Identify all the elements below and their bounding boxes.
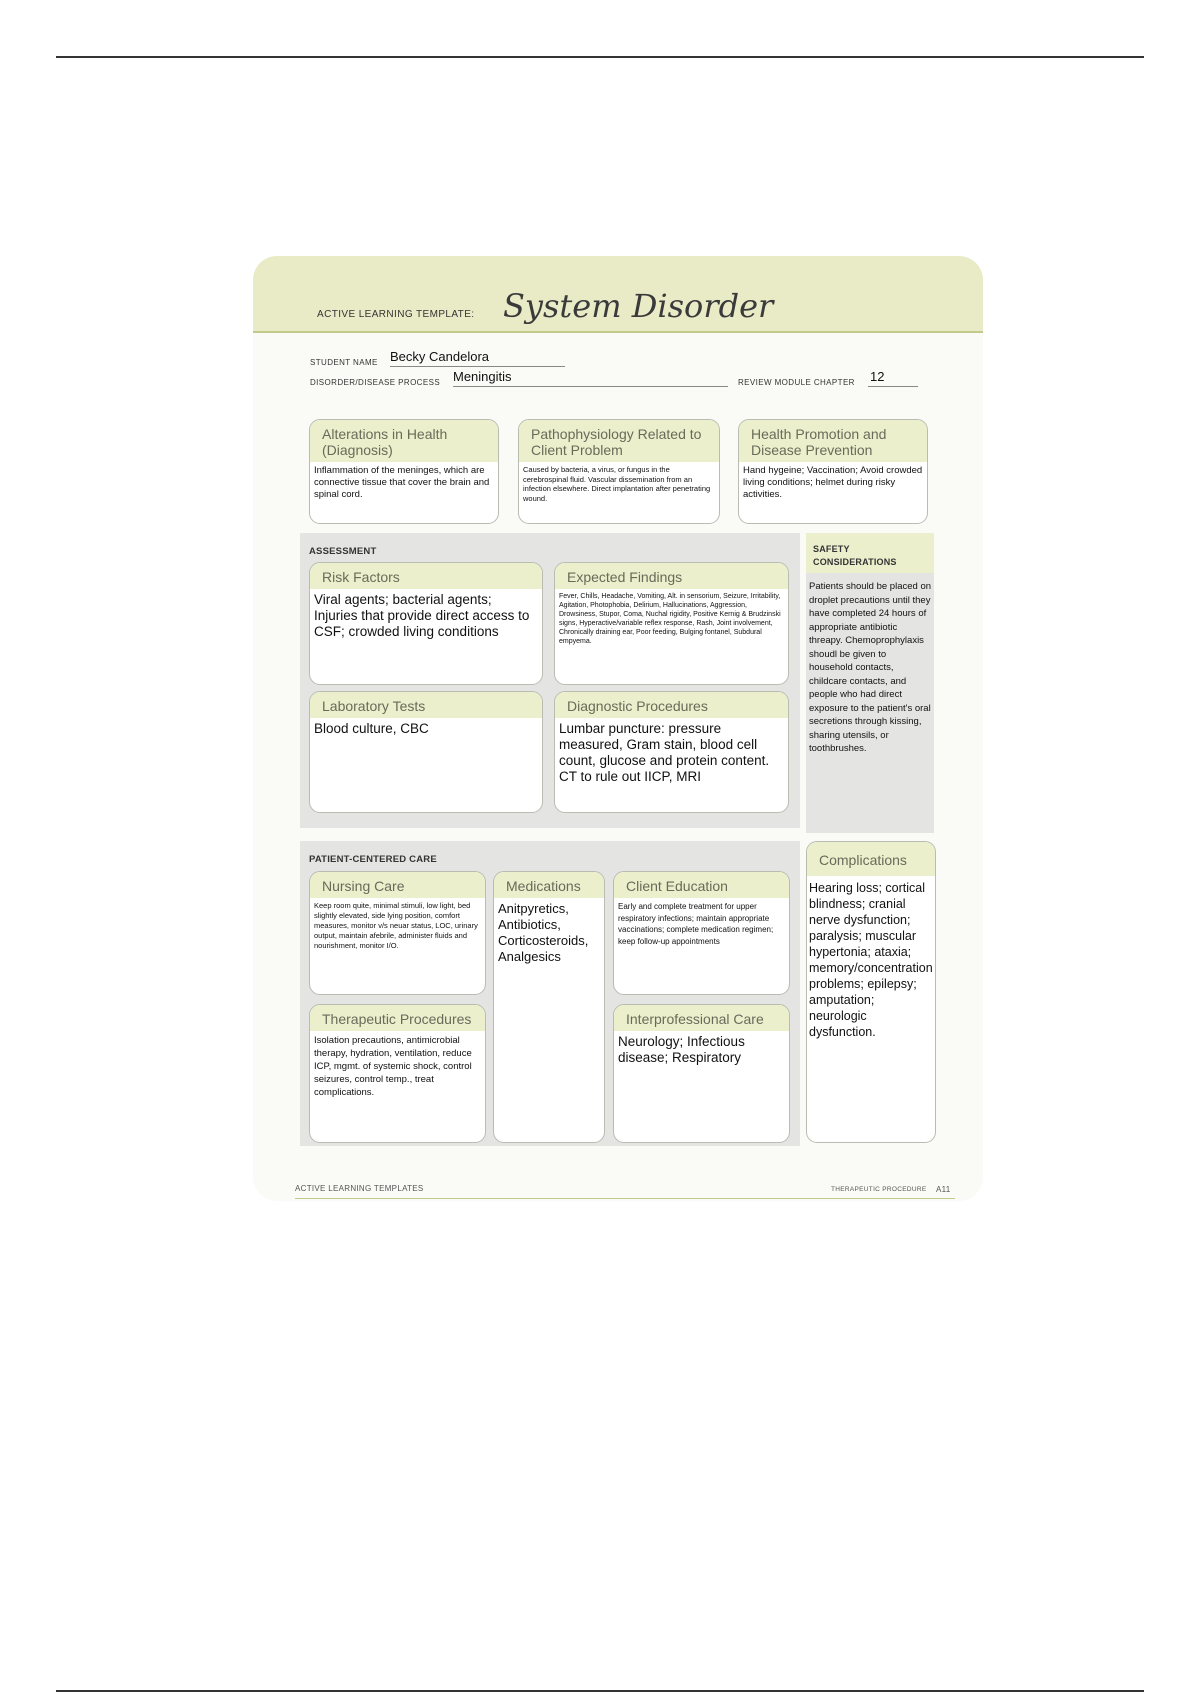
risk-factors-box <box>309 562 543 685</box>
footer-right-label: THERAPEUTIC PROCEDURE <box>831 1186 927 1193</box>
laboratory-tests-title: Laboratory Tests <box>310 692 542 718</box>
expected-findings-title: Expected Findings <box>555 563 788 589</box>
student-name-label: STUDENT NAME <box>310 358 378 367</box>
student-name-line <box>390 366 565 367</box>
nursing-care-text[interactable]: Keep room quite, minimal stimuli, low light, bed slightly elevated, side lying position, comfort measures, monitor v/s neuar status, LOC, urinary output, maintain afebrile, administer fluids and nourishment, monitor I/O. <box>314 901 478 950</box>
nursing-care-box <box>309 871 486 995</box>
alterations-title: Alterations in Health (Diagnosis) <box>310 420 498 462</box>
footer-rule <box>295 1198 955 1199</box>
client-education-box <box>613 871 790 995</box>
therapeutic-procedures-text[interactable]: Isolation precautions, antimicrobial therapy, hydration, ventilation, reduce ICP, mgmt. of systemic shock, control seizures, control temp., treat complications. <box>314 1035 472 1098</box>
medications-box <box>493 871 605 1143</box>
template-prefix: ACTIVE LEARNING TEMPLATE: <box>317 309 475 320</box>
safety-text[interactable]: Patients should be placed on droplet precautions until they have completed 24 hours of appropriate antibiotic threapy. Chemoprophylaxis shoudl be given to household contacts, childcare contacts, and people who had direct exposure to the patient's oral secretions through kissing, sharing utensils, or toothbrushes. <box>809 581 932 754</box>
chapter-line <box>868 386 918 387</box>
diagnostic-procedures-box <box>554 691 789 813</box>
footer-left: ACTIVE LEARNING TEMPLATES <box>295 1184 424 1193</box>
risk-factors-text[interactable]: Viral agents; bacterial agents; Injuries that provide direct access to CSF; crowded living conditions <box>314 592 530 639</box>
diagnostic-procedures-title: Diagnostic Procedures <box>555 692 788 718</box>
medications-text[interactable]: Anitpyretics, Antibiotics, Corticosteroids, Analgesics <box>498 901 589 964</box>
chapter-value[interactable]: 12 <box>870 369 885 384</box>
interprofessional-care-box <box>613 1004 790 1143</box>
nursing-care-title: Nursing Care <box>310 872 485 898</box>
expected-findings-box <box>554 562 789 685</box>
top-rule <box>56 56 1144 58</box>
safety-label: SAFETY CONSIDERATIONS <box>813 544 897 567</box>
disorder-label: DISORDER/DISEASE PROCESS <box>310 378 441 387</box>
pathophysiology-text[interactable]: Caused by bacteria, a virus, or fungus in the cerebrospinal fluid. Vascular dissemination from an infection elsewhere. Direct implantation after penetrating wound. <box>523 465 711 503</box>
complications-box <box>806 841 936 1143</box>
complications-title: Complications <box>807 842 935 876</box>
client-education-title: Client Education <box>614 872 789 898</box>
chapter-label: REVIEW MODULE CHAPTER <box>738 378 855 387</box>
alterations-box <box>309 419 499 524</box>
laboratory-tests-box <box>309 691 543 813</box>
laboratory-tests-text[interactable]: Blood culture, CBC <box>314 721 429 736</box>
therapeutic-procedures-title: Therapeutic Procedures <box>310 1005 485 1031</box>
health-promotion-title: Health Promotion and Disease Prevention <box>739 420 927 462</box>
risk-factors-title: Risk Factors <box>310 563 542 589</box>
client-education-text[interactable]: Early and complete treatment for upper respiratory infections; maintain appropriate vaccinations; complete medication regimen; keep follow-up appointments <box>618 902 774 946</box>
complications-text[interactable]: Hearing loss; cortical blindness; cranial nerve dysfunction; paralysis; muscular hypertonia; ataxia; memory/concentration problems; epilepsy; amputation; neurologic dysfunction. <box>809 881 933 1039</box>
health-promotion-text[interactable]: Hand hygeine; Vaccination; Avoid crowded living conditions; helmet during risky activities. <box>743 465 923 500</box>
alterations-text[interactable]: Inflammation of the meninges, which are connective tissue that cover the brain and spinal cord. <box>314 465 490 500</box>
diagnostic-procedures-text[interactable]: Lumbar puncture: pressure measured, Gram stain, blood cell count, glucose and protein content. CT to rule out IICP, MRI <box>559 721 770 784</box>
therapeutic-procedures-box <box>309 1004 486 1143</box>
interprofessional-care-text[interactable]: Neurology; Infectious disease; Respiratory <box>618 1034 745 1065</box>
expected-findings-text[interactable]: Fever, Chills, Headache, Vomiting, Alt. in sensorium, Seizure, Irritability, Agitation, Photophobia, Delirium, Hallucinations, Aggression, Drowsiness, Stupor, Coma, Nuchal rigidity, Positive Kernig & Brudzinski signs, Hyperactive/variable reflex response, Rash, Joint involvement, Chronically draining ear, Poor feeding, Bulging fontanel, Subdural empyema. <box>559 593 781 645</box>
medications-title: Medications <box>494 872 604 898</box>
student-name-value[interactable]: Becky Candelora <box>390 349 489 364</box>
pathophysiology-title: Pathophysiology Related to Client Problem <box>519 420 719 462</box>
health-promotion-box <box>738 419 928 524</box>
footer-page: A11 <box>936 1185 951 1194</box>
disorder-value[interactable]: Meningitis <box>453 369 512 384</box>
assessment-label: ASSESSMENT <box>309 546 377 557</box>
patient-care-label: PATIENT-CENTERED CARE <box>309 854 437 865</box>
interprofessional-care-title: Interprofessional Care <box>614 1005 789 1031</box>
pathophysiology-box <box>518 419 720 524</box>
template-title: System Disorder <box>503 287 774 325</box>
bottom-rule <box>56 1690 1144 1692</box>
disorder-line <box>453 386 728 387</box>
system-disorder-form <box>253 256 983 1201</box>
